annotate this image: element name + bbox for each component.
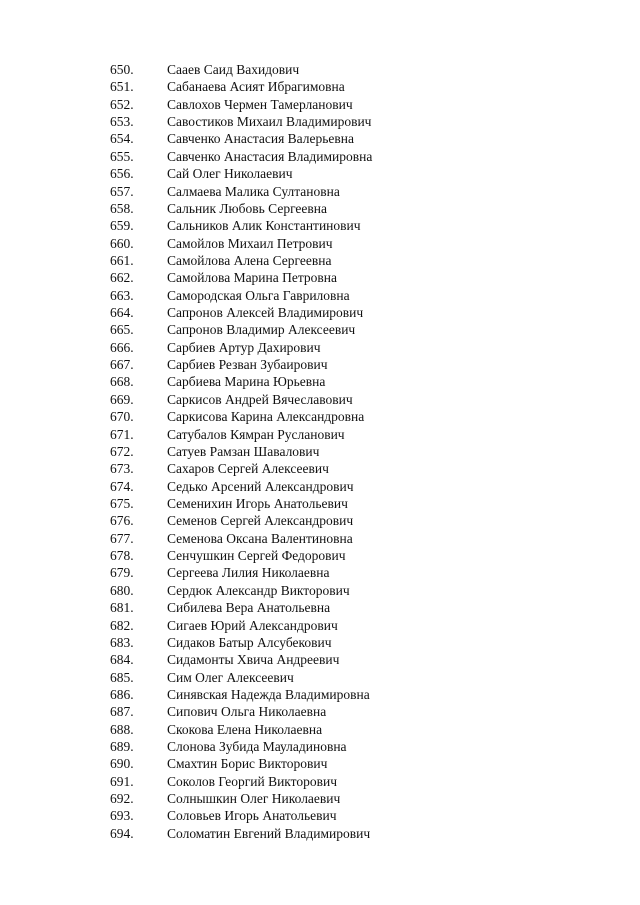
entry-name: Седько Арсений Александрович	[167, 478, 354, 494]
list-item	[0, 686, 640, 703]
entry-name: Савостиков Михаил Владимирович	[167, 114, 372, 130]
entry-name: Саaев Саид Вахидович	[167, 62, 300, 77]
list-item	[0, 530, 640, 547]
entry-number: 662.	[110, 270, 134, 286]
entry-number: 672.	[110, 443, 134, 459]
entry-number: 692.	[110, 791, 134, 807]
entry-number: 659.	[110, 218, 134, 234]
list-item	[0, 564, 640, 581]
entry-number: 681.	[110, 600, 134, 616]
list-item	[0, 825, 640, 842]
entry-number: 686.	[110, 686, 134, 702]
list-item	[0, 148, 640, 165]
list-item	[0, 790, 640, 807]
entry-number: 651.	[110, 79, 134, 95]
list-item	[0, 651, 640, 668]
entry-name: Саркисова Карина Александровна	[167, 409, 365, 425]
list-item	[0, 200, 640, 217]
entry-name: Саркисов Андрей Вячеславович	[167, 391, 353, 407]
entry-number: 667.	[110, 357, 134, 373]
entry-name: Семенова Оксана Валентиновна	[167, 530, 353, 546]
list-item	[0, 252, 640, 269]
entry-number: 682.	[110, 617, 134, 633]
list-item	[0, 183, 640, 200]
name-list	[0, 61, 640, 842]
list-item	[0, 426, 640, 443]
list-item	[0, 321, 640, 338]
entry-number: 650.	[110, 62, 134, 77]
entry-number: 677.	[110, 530, 134, 546]
list-item	[0, 547, 640, 564]
list-item	[0, 339, 640, 356]
entry-name: Сапронов Алексей Владимирович	[167, 305, 364, 321]
list-item	[0, 356, 640, 373]
entry-name: Сальник Любовь Сергеевна	[167, 200, 328, 216]
list-item	[0, 391, 640, 408]
list-item	[0, 599, 640, 616]
entry-name: Самородская Ольга Гавриловна	[167, 287, 350, 303]
entry-number: 656.	[110, 166, 134, 182]
entry-number: 669.	[110, 391, 134, 407]
entry-number: 679.	[110, 565, 134, 581]
entry-number: 661.	[110, 252, 134, 268]
list-item	[0, 78, 640, 95]
entry-number: 652.	[110, 96, 134, 112]
entry-name: Соломатин Евгений Владимирович	[167, 825, 371, 841]
list-item	[0, 287, 640, 304]
list-item	[0, 738, 640, 755]
entry-name: Сатубалов Кямран Русланович	[167, 426, 345, 442]
entry-name: Сердюк Александр Викторович	[167, 582, 350, 598]
entry-number: 688.	[110, 721, 134, 737]
entry-number: 671.	[110, 426, 134, 442]
entry-name: Сай Олег Николаевич	[167, 166, 293, 182]
list-item	[0, 61, 640, 78]
entry-number: 693.	[110, 808, 134, 824]
entry-name: Синявская Надежда Владимировна	[167, 686, 370, 702]
entry-name: Сим Олег Алексеевич	[167, 669, 294, 685]
entry-name: Савченко Анастасия Владимировна	[167, 148, 373, 164]
entry-number: 687.	[110, 704, 134, 720]
entry-number: 655.	[110, 148, 134, 164]
list-item	[0, 373, 640, 390]
entry-name: Салмаева Малика Султановна	[167, 183, 340, 199]
entry-name: Сарбиева Марина Юрьевна	[167, 374, 326, 390]
entry-name: Семенов Сергей Александрович	[167, 513, 354, 529]
entry-name: Сибилева Вера Анатольевна	[167, 600, 331, 616]
entry-number: 658.	[110, 200, 134, 216]
entry-number: 673.	[110, 461, 134, 477]
entry-number: 665.	[110, 322, 134, 338]
entry-name: Савченко Анастасия Валерьевна	[167, 131, 355, 147]
list-item	[0, 165, 640, 182]
entry-name: Сарбиев Резван Зубаирович	[167, 357, 328, 373]
entry-name: Сатуев Рамзан Шавалович	[167, 443, 320, 459]
entry-name: Соколов Георгий Викторович	[167, 773, 338, 789]
list-item	[0, 807, 640, 824]
entry-name: Сипович Ольга Николаевна	[167, 704, 327, 720]
list-item	[0, 408, 640, 425]
entry-name: Семенихин Игорь Анатольевич	[167, 495, 348, 511]
entry-number: 657.	[110, 183, 134, 199]
entry-name: Самойлова Алена Сергеевна	[167, 252, 332, 268]
list-item	[0, 217, 640, 234]
entry-name: Соловьев Игорь Анатольевич	[167, 808, 337, 824]
entry-number: 666.	[110, 339, 134, 355]
entry-name: Слонова Зубида Мауладиновна	[167, 739, 347, 755]
list-item	[0, 512, 640, 529]
entry-number: 678.	[110, 548, 134, 564]
entry-number: 674.	[110, 478, 134, 494]
list-item	[0, 495, 640, 512]
list-item	[0, 269, 640, 286]
entry-name: Сидамонты Хвича Андреевич	[167, 652, 340, 668]
entry-number: 683.	[110, 634, 134, 650]
entry-number: 660.	[110, 235, 134, 251]
list-item	[0, 755, 640, 772]
list-item	[0, 634, 640, 651]
entry-name: Сенчушкин Сергей Федорович	[167, 548, 346, 564]
entry-name: Смахтин Борис Викторович	[167, 756, 328, 772]
entry-number: 691.	[110, 773, 134, 789]
list-item	[0, 773, 640, 790]
entry-number: 654.	[110, 131, 134, 147]
entry-number: 689.	[110, 739, 134, 755]
entry-number: 676.	[110, 513, 134, 529]
entry-name: Скокова Елена Николаевна	[167, 721, 323, 737]
entry-number: 670.	[110, 409, 134, 425]
list-item	[0, 443, 640, 460]
entry-number: 668.	[110, 374, 134, 390]
entry-number: 680.	[110, 582, 134, 598]
entry-number: 664.	[110, 305, 134, 321]
list-item	[0, 617, 640, 634]
entry-name: Сигаев Юрий Александрович	[167, 617, 338, 633]
list-item	[0, 460, 640, 477]
entry-name: Сапронов Владимир Алексеевич	[167, 322, 356, 338]
list-item	[0, 235, 640, 252]
entry-name: Самойлов Михаил Петрович	[167, 235, 333, 251]
list-item	[0, 113, 640, 130]
entry-number: 663.	[110, 287, 134, 303]
list-item	[0, 721, 640, 738]
entry-name: Сахаров Сергей Алексеевич	[167, 461, 329, 477]
list-item	[0, 669, 640, 686]
entry-name: Сабанаева Асият Ибрагимовна	[167, 79, 345, 95]
entry-name: Савлохов Чермен Тамерланович	[167, 96, 353, 112]
entry-number: 685.	[110, 669, 134, 685]
entry-name: Самойлова Марина Петровна	[167, 270, 338, 286]
list-item	[0, 96, 640, 113]
list-item	[0, 703, 640, 720]
entry-name: Сальников Алик Константинович	[167, 218, 361, 234]
entry-number: 690.	[110, 756, 134, 772]
list-item	[0, 478, 640, 495]
entry-number: 653.	[110, 114, 134, 130]
list-item	[0, 582, 640, 599]
entry-name: Сергеева Лилия Николаевна	[167, 565, 330, 581]
entry-number: 694.	[110, 825, 134, 841]
entry-number: 684.	[110, 652, 134, 668]
list-item	[0, 304, 640, 321]
entry-name: Сарбиев Артур Дахирович	[167, 339, 321, 355]
entry-name: Сидаков Батыр Алсубекович	[167, 634, 332, 650]
entry-number: 675.	[110, 495, 134, 511]
entry-name: Солнышкин Олег Николаевич	[167, 791, 341, 807]
list-item	[0, 130, 640, 147]
